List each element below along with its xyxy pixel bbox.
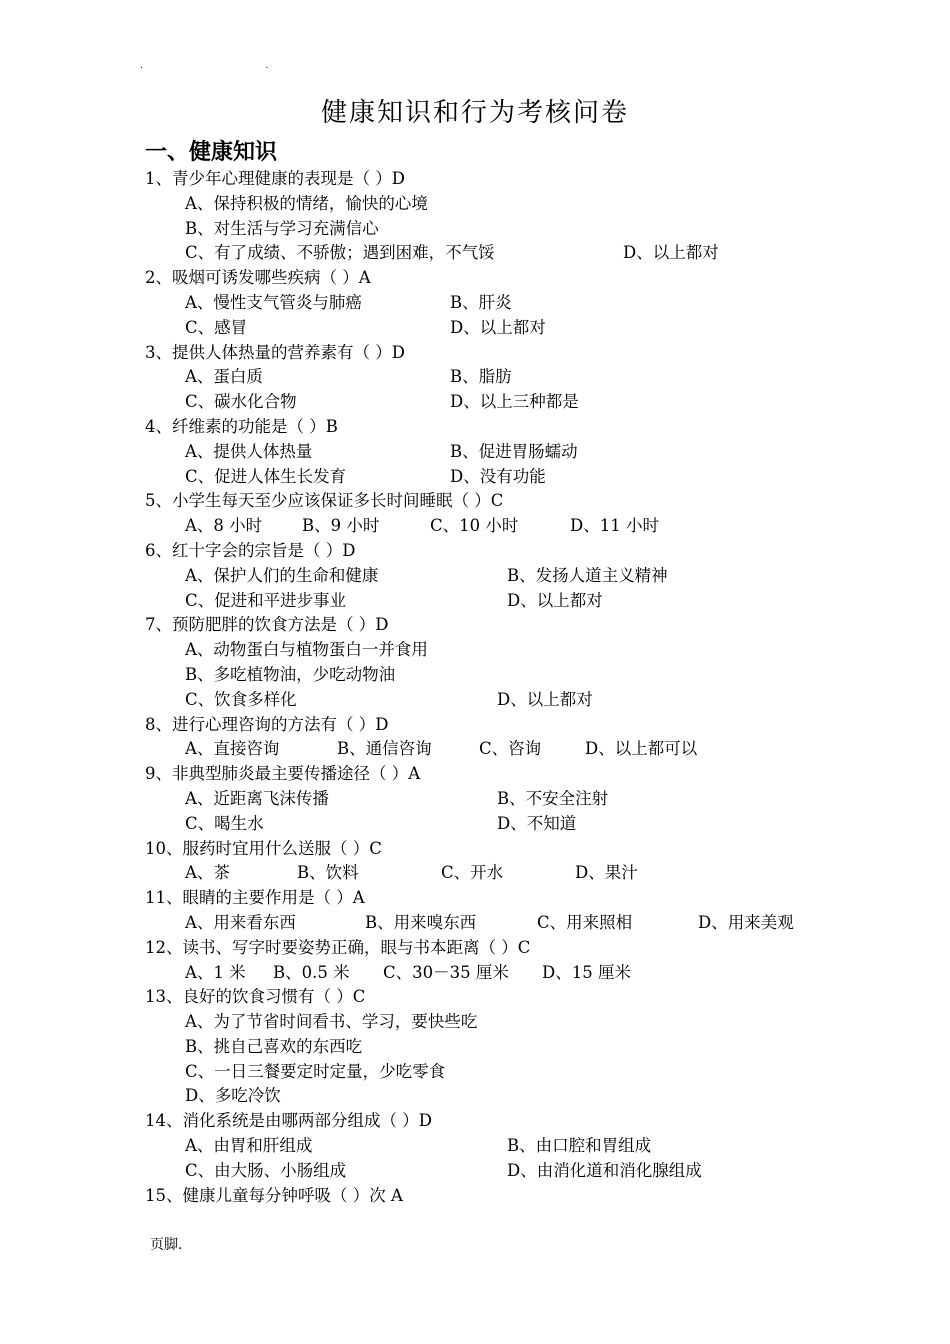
option-row [145,192,925,217]
option-row [145,663,925,688]
answer-option: D、以上三种都是 [450,392,579,412]
answer-option: B、不安全注射 [497,788,609,808]
answer-option: C、10 小时 [430,516,519,536]
answer-option: C、碳水化合物 [185,392,297,412]
option-row [145,564,925,589]
option-row [145,291,925,316]
answer-option: D、以上都对 [450,317,546,337]
header-dots: . . [140,60,329,71]
answer-option: B、挑自己喜欢的东西吃 [185,1036,363,1056]
answer-option: C、饮食多样化 [185,689,297,709]
option-row [145,861,925,886]
option-row [145,1084,925,1109]
section-heading: 一、健康知识 [145,140,278,165]
answer-option: B、多吃植物油，少吃动物油 [185,664,396,684]
option-row [145,787,925,812]
option-row [145,217,925,242]
option-row [145,1134,925,1159]
answer-option: B、促进胃肠蠕动 [450,441,578,461]
answer-option: A、直接咨询 [185,739,280,759]
answer-option: A、蛋白质 [185,367,263,387]
answer-option: A、茶 [185,863,230,883]
page-title: 健康知识和行为考核问卷 [320,98,629,128]
answer-option: B、对生活与学习充满信心 [185,218,379,238]
answer-option: B、9 小时 [302,516,380,536]
option-row [145,465,925,490]
question-text: 6、红十字会的宗旨是（ ）D [145,540,356,560]
answer-option: D、不知道 [497,813,577,833]
answer-option: C、感冒 [185,317,248,337]
question-text: 13、良好的饮食习惯有（ ）C [145,987,366,1007]
question-list [145,167,925,1208]
question-text: 3、提供人体热量的营养素有（ ）D [145,342,405,362]
option-row [145,1035,925,1060]
question-text: 1、青少年心理健康的表现是（ ）D [145,169,405,188]
answer-option: C、咨询 [479,739,542,759]
answer-option: B、肝炎 [450,292,512,312]
answer-option: A、提供人体热量 [185,441,313,461]
answer-option: B、用来嗅东西 [365,912,477,932]
question-text: 8、进行心理咨询的方法有（ ）D [145,714,389,734]
answer-option: A、用来看东西 [185,912,296,932]
answer-option: B、由口腔和胃组成 [507,1136,652,1156]
answer-option: C、由大肠、小肠组成 [185,1160,347,1180]
option-row [145,812,925,837]
answer-option: C、促进和平进步事业 [185,590,347,610]
answer-option: A、8 小时 [185,516,263,536]
answer-option: D、用来美观 [698,912,794,932]
answer-option: D、多吃冷饮 [185,1086,281,1106]
answer-option: A、近距离飞沫传播 [185,788,329,808]
question-text: 12、读书、写字时要姿势正确，眼与书本距离（ ）C [145,937,531,957]
answer-option: D、没有功能 [450,466,546,486]
answer-option: C、有了成绩、不骄傲；遇到困难，不气馁 [185,243,495,263]
option-row [145,737,925,762]
option-row [145,514,925,539]
answer-option: D、11 小时 [570,516,659,536]
question-text: 5、小学生每天至少应该保证多长时间睡眠（ ）C [145,491,504,511]
answer-option: D、以上都对 [497,689,593,709]
option-row [145,589,925,614]
answer-option: D、15 厘米 [542,962,631,982]
answer-option: D、果汁 [575,863,638,883]
answer-option: A、为了节省时间看书、学习，要快些吃 [185,1012,478,1032]
answer-option: B、饮料 [297,863,359,883]
answer-option: B、发扬人道主义精神 [507,565,668,585]
option-row [145,316,925,341]
option-row [145,365,925,390]
option-row [145,440,925,465]
answer-option: B、脂肪 [450,367,512,387]
option-row [145,241,925,266]
question-text: 10、服药时宜用什么送服（ ）C [145,838,382,858]
answer-option: D、由消化道和消化腺组成 [507,1160,702,1180]
answer-option: D、以上都对 [623,243,719,263]
question-text: 7、预防肥胖的饮食方法是（ ）D [145,615,389,635]
answer-option: C、促进人体生长发育 [185,466,347,486]
answer-option: C、一日三餐要定时定量，少吃零食 [185,1061,446,1081]
answer-option: A、慢性支气管炎与肺癌 [185,292,362,312]
option-row [145,390,925,415]
answer-option: D、以上都可以 [585,739,698,759]
question-text: 11、眼睛的主要作用是（ ）A [145,888,365,908]
option-row [145,961,925,986]
option-row [145,1060,925,1085]
answer-option: D、以上都对 [507,590,603,610]
option-row [145,1010,925,1035]
page-footer: 页脚. [150,1237,183,1253]
option-row [145,688,925,713]
option-row [145,638,925,663]
question-text: 14、消化系统是由哪两部分组成（ ）D [145,1111,432,1131]
question-text: 4、纤维素的功能是（ ）B [145,416,338,436]
option-row [145,911,925,936]
answer-option: C、开水 [441,863,504,883]
answer-option: B、通信咨询 [337,739,432,759]
answer-option: C、喝生水 [185,813,264,833]
question-text: 15、健康儿童每分钟呼吸（ ）次 A [145,1185,403,1205]
answer-option: B、0.5 米 [273,962,350,982]
question-text: 9、非典型肺炎最主要传播途径（ ）A [145,764,421,784]
answer-option: A、保护人们的生命和健康 [185,565,379,585]
option-row [145,1159,925,1184]
question-text: 2、吸烟可诱发哪些疾病（ ）A [145,268,371,288]
answer-option: A、动物蛋白与植物蛋白一并食用 [185,640,428,660]
answer-option: A、保持积极的情绪，愉快的心境 [185,193,428,213]
answer-option: C、30－35 厘米 [383,962,509,982]
answer-option: A、1 米 [185,962,246,982]
answer-option: C、用来照相 [537,912,633,932]
answer-option: A、由胃和肝组成 [185,1136,313,1156]
